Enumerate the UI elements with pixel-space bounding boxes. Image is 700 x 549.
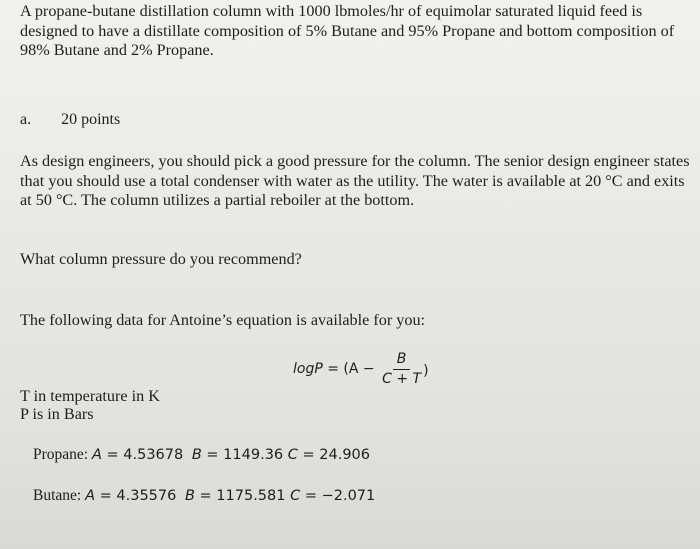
butane-constants	[33, 487, 375, 505]
problem-intro: A propane-butane distillation column with 1000 lbmoles/hr of equimolar saturated liquid feed is designed to have a distillate composition of 5% Butane and 95% Propane and bottom composition of 98% Butane and 2% Propane.	[20, 2, 675, 59]
units-note	[20, 387, 696, 423]
equation-fraction	[382, 351, 421, 387]
butane-a-symbol: A	[85, 488, 96, 504]
temperature-unit-note: T in temperature in K	[20, 387, 160, 405]
butane-a-value: = 4.35576	[99, 488, 177, 504]
question-text: What column pressure do you recommend?	[20, 250, 302, 268]
propane-b-symbol: B	[191, 447, 202, 463]
equation-operator: = (A −	[322, 361, 380, 377]
propane-b-value: = 1149.36	[206, 447, 284, 463]
propane-a-value: = 4.53678	[106, 447, 184, 463]
part-a-header	[20, 110, 696, 130]
butane-b-symbol: B	[184, 488, 195, 504]
butane-label: Butane:	[33, 487, 82, 504]
butane-c-value: = −2.071	[304, 488, 376, 504]
part-label: a.	[20, 111, 32, 128]
equation-denominator: C + T	[382, 371, 422, 387]
propane-label: Propane:	[33, 446, 89, 463]
propane-a-symbol: A	[91, 447, 102, 463]
propane-constants	[33, 446, 370, 464]
antoine-intro: The following data for Antoine’s equation is available for you:	[20, 311, 426, 329]
equation-lhs: logP	[293, 361, 323, 377]
design-statement: As design engineers, you should pick a good pressure for the column. The senior design engineer states that you should use a total condenser with water as the utility. The water is available at 20 °C and exits at 50 °C. The column utilizes a partial reboiler at the bottom.	[20, 152, 690, 209]
equation-close-paren: )	[423, 363, 429, 379]
butane-b-value: = 1175.581	[199, 488, 286, 504]
pressure-unit-note: P is in Bars	[20, 405, 94, 423]
propane-c-symbol: C	[287, 447, 298, 463]
butane-c-symbol: C	[290, 488, 301, 504]
propane-c-value: = 24.906	[302, 447, 370, 463]
antoine-equation	[293, 346, 429, 392]
equation-numerator: B	[393, 351, 411, 370]
part-points: 20 points	[61, 111, 121, 128]
